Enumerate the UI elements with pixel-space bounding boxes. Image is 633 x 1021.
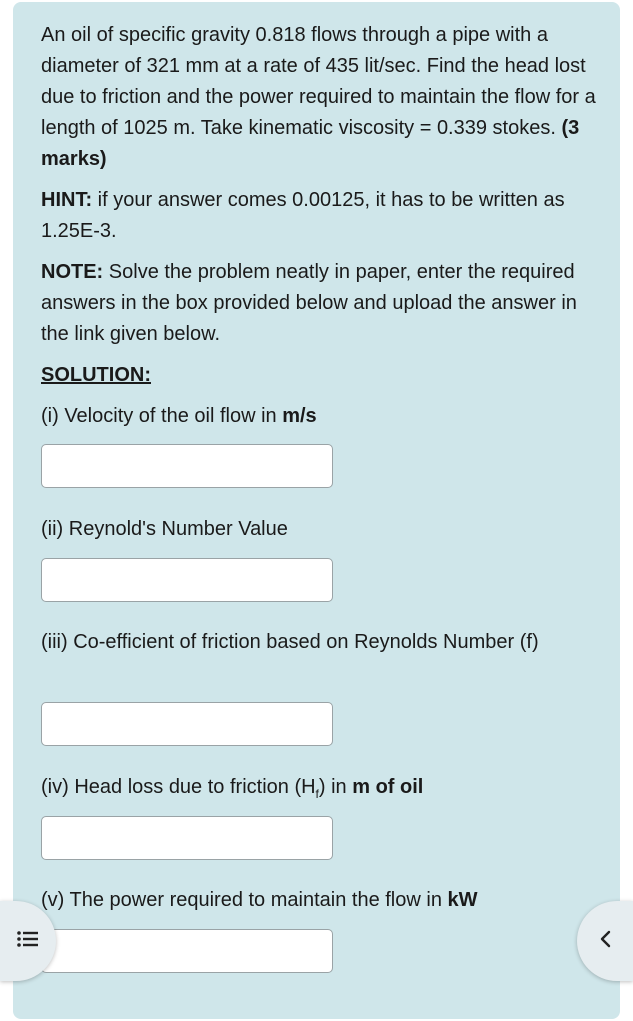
question-4-text: (iv) Head loss due to friction (H bbox=[41, 776, 316, 798]
problem-text bbox=[41, 20, 601, 401]
hint-label: HINT: bbox=[41, 189, 93, 211]
question-1-text: (i) Velocity of the oil flow in bbox=[41, 405, 277, 427]
marks-label: (3 marks) bbox=[41, 117, 580, 170]
question-1 bbox=[41, 401, 601, 432]
note-text: Solve the problem neatly in paper, enter the required answers in the box provided below and upload the answer in the link given below. bbox=[41, 261, 577, 345]
hint-text: if your answer comes 0.00125, it has to be written as 1.25E-3. bbox=[41, 189, 565, 242]
answer-input-2[interactable] bbox=[41, 558, 333, 602]
question-4-subscript: f bbox=[315, 787, 319, 801]
problem-statement: An oil of specific gravity 0.818 flows through a pipe with a diameter of 321 mm at a rate of 435 lit/sec. Find the head lost due to friction and the power required to maintain the flow for a length of 1025 m. Take kinematic viscosity = 0.339 stokes. bbox=[41, 24, 596, 139]
note bbox=[41, 257, 601, 350]
hint bbox=[41, 185, 601, 247]
answer-input-4[interactable] bbox=[41, 816, 333, 860]
question-4 bbox=[41, 772, 601, 810]
question-5-text: (v) The power required to maintain the flow in bbox=[41, 889, 442, 911]
question-2-text: (ii) Reynold's Number Value bbox=[41, 518, 288, 540]
solution-heading: SOLUTION: bbox=[41, 364, 151, 386]
note-label: NOTE: bbox=[41, 261, 104, 283]
question-2 bbox=[41, 514, 601, 545]
question-5 bbox=[41, 885, 601, 916]
question-4-unit: m of oil bbox=[352, 776, 424, 798]
chevron-left-icon bbox=[599, 930, 611, 953]
answer-input-1[interactable] bbox=[41, 444, 333, 488]
question-3-text: (iii) Co-efficient of friction based on Reynolds Number (f) bbox=[41, 631, 539, 653]
problem-intro bbox=[41, 20, 601, 175]
question-1-unit: m/s bbox=[282, 405, 317, 427]
question-3 bbox=[41, 627, 601, 658]
answer-input-5[interactable] bbox=[41, 929, 333, 973]
question-4-text-post: ) in bbox=[318, 776, 347, 798]
answer-input-3[interactable] bbox=[41, 702, 333, 746]
list-icon bbox=[17, 931, 39, 952]
question-5-unit: kW bbox=[447, 889, 478, 911]
